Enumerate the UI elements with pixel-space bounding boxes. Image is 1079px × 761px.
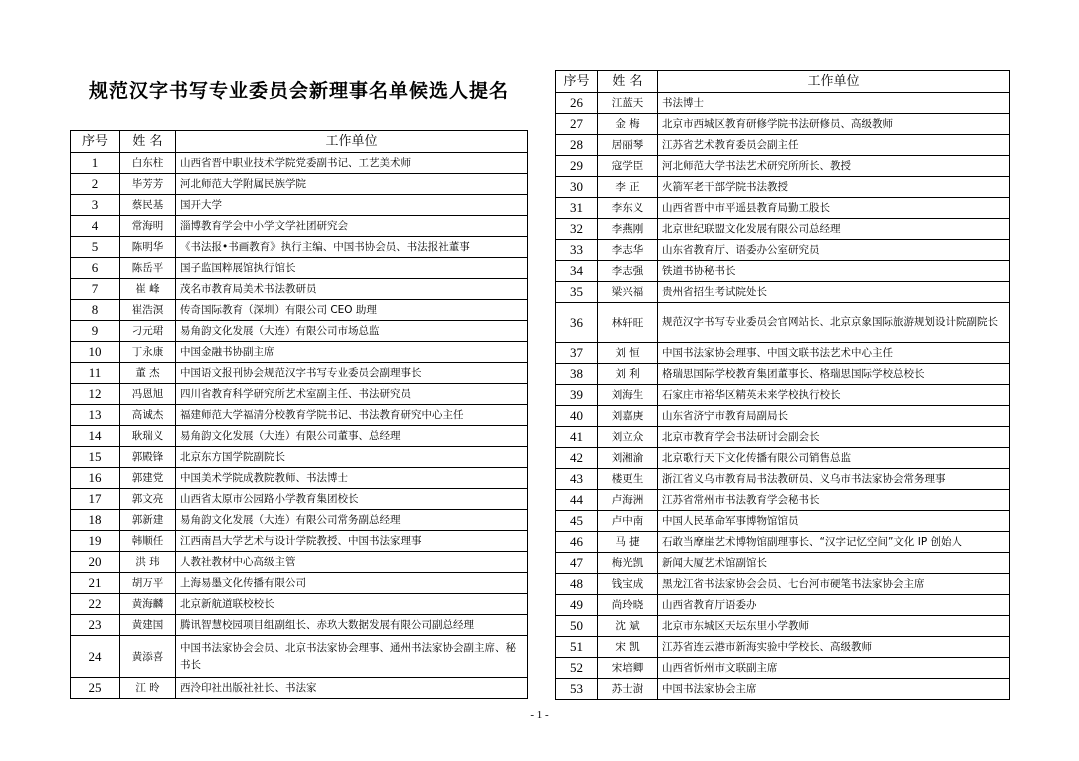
- row-org: 江苏省连云港市新海实验中学校长、高级教师: [658, 637, 1010, 658]
- row-seq: 36: [556, 303, 598, 343]
- row-seq: 20: [71, 552, 120, 573]
- row-name: 崔浩溟: [120, 300, 176, 321]
- row-name: 宋培卿: [598, 658, 658, 679]
- row-name: 刘湘渝: [598, 448, 658, 469]
- row-org: 贵州省招生考试院处长: [658, 282, 1010, 303]
- row-org: 黑龙江省书法家协会会员、七台河市硬笔书法家协会主席: [658, 574, 1010, 595]
- table-row: [556, 219, 1010, 240]
- row-name: 刘 恒: [598, 343, 658, 364]
- row-name: 陈明华: [120, 237, 176, 258]
- row-name: 刘海生: [598, 385, 658, 406]
- row-org: 山西省晋中市平遥县教育局勤工股长: [658, 198, 1010, 219]
- table-row: [71, 447, 528, 468]
- table-row: [71, 615, 528, 636]
- row-seq: 19: [71, 531, 120, 552]
- row-org: 福建师范大学福清分校教育学院书记、书法教育研究中心主任: [176, 405, 528, 426]
- row-org: 易角韵文化发展（大连）有限公司市场总监: [176, 321, 528, 342]
- row-org: 腾讯智慧校园项目组副组长、赤玖大数据发展有限公司副总经理: [176, 615, 528, 636]
- row-org: 中国书法家协会主席: [658, 679, 1010, 700]
- table-row: [71, 384, 528, 405]
- row-seq: 9: [71, 321, 120, 342]
- row-seq: 53: [556, 679, 598, 700]
- table-row: [71, 426, 528, 447]
- row-name: 毕芳芳: [120, 174, 176, 195]
- row-seq: 35: [556, 282, 598, 303]
- row-org: 《书法报•书画教育》执行主编、中国书协会员、书法报社董事: [176, 237, 528, 258]
- table-row: [556, 406, 1010, 427]
- row-name: 梅光凯: [598, 553, 658, 574]
- row-name: 刘嘉庚: [598, 406, 658, 427]
- row-name: 苏士澍: [598, 679, 658, 700]
- row-seq: 21: [71, 573, 120, 594]
- row-org: 四川省教育科学研究所艺术室副主任、书法研究员: [176, 384, 528, 405]
- table-row: [71, 678, 528, 699]
- row-org: 中国语文报刊协会规范汉字书写专业委员会副理事长: [176, 363, 528, 384]
- row-name: 陈岳平: [120, 258, 176, 279]
- row-name: 卢中南: [598, 511, 658, 532]
- row-org: 江苏省艺术教育委员会副主任: [658, 135, 1010, 156]
- header-seq: 序号: [71, 131, 120, 153]
- row-seq: 51: [556, 637, 598, 658]
- row-seq: 28: [556, 135, 598, 156]
- row-seq: 15: [71, 447, 120, 468]
- row-org: 北京世纪联盟文化发展有限公司总经理: [658, 219, 1010, 240]
- row-name: 刁元珺: [120, 321, 176, 342]
- table-row: [556, 511, 1010, 532]
- row-name: 郭建党: [120, 468, 176, 489]
- row-seq: 50: [556, 616, 598, 637]
- table-row: [556, 282, 1010, 303]
- table-row: [71, 531, 528, 552]
- row-org: 淄博教育学会中小学文学社团研究会: [176, 216, 528, 237]
- table-row: [556, 448, 1010, 469]
- row-name: 江蓝天: [598, 93, 658, 114]
- row-seq: 22: [71, 594, 120, 615]
- row-seq: 5: [71, 237, 120, 258]
- header-org: 工作单位: [176, 131, 528, 153]
- row-org: 易角韵文化发展（大连）有限公司董事、总经理: [176, 426, 528, 447]
- row-seq: 44: [556, 490, 598, 511]
- row-org: 上海易墨文化传播有限公司: [176, 573, 528, 594]
- table-row: [556, 240, 1010, 261]
- row-seq: 38: [556, 364, 598, 385]
- table-row: [556, 343, 1010, 364]
- row-org: 中国美术学院成教院教师、书法博士: [176, 468, 528, 489]
- row-seq: 8: [71, 300, 120, 321]
- row-seq: 29: [556, 156, 598, 177]
- row-org: 规范汉字书写专业委员会官网站长、北京京象国际旅游规划设计院副院长: [658, 303, 1010, 343]
- row-name: 耿瑞义: [120, 426, 176, 447]
- row-org: 火箭军老干部学院书法教授: [658, 177, 1010, 198]
- row-name: 沈 斌: [598, 616, 658, 637]
- row-org: 北京市东城区天坛东里小学教师: [658, 616, 1010, 637]
- row-seq: 27: [556, 114, 598, 135]
- header-name: 姓 名: [120, 131, 176, 153]
- row-org: 中国人民革命军事博物馆馆员: [658, 511, 1010, 532]
- row-org: 书法博士: [658, 93, 1010, 114]
- row-seq: 47: [556, 553, 598, 574]
- row-org: 传奇国际教育（深圳）有限公司 CEO 助理: [176, 300, 528, 321]
- row-name: 胡万平: [120, 573, 176, 594]
- table-row: [556, 574, 1010, 595]
- row-org: 北京东方国学院副院长: [176, 447, 528, 468]
- row-name: 刘立众: [598, 427, 658, 448]
- row-name: 郭殿锋: [120, 447, 176, 468]
- row-seq: 33: [556, 240, 598, 261]
- row-seq: 25: [71, 678, 120, 699]
- row-name: 白东柱: [120, 153, 176, 174]
- row-seq: 41: [556, 427, 598, 448]
- row-name: 刘 利: [598, 364, 658, 385]
- row-name: 马 捷: [598, 532, 658, 553]
- row-name: 蔡民基: [120, 195, 176, 216]
- row-name: 黄添喜: [120, 636, 176, 678]
- document-title: 规范汉字书写专业委员会新理事名单候选人提名: [88, 80, 509, 102]
- row-seq: 23: [71, 615, 120, 636]
- row-seq: 34: [556, 261, 598, 282]
- row-org: 石家庄市裕华区精英未来学校执行校长: [658, 385, 1010, 406]
- row-org: 北京新航道联校校长: [176, 594, 528, 615]
- table-row: [556, 364, 1010, 385]
- row-org: 河北师范大学附属民族学院: [176, 174, 528, 195]
- row-seq: 24: [71, 636, 120, 678]
- table-row: [71, 363, 528, 384]
- header-name: 姓 名: [598, 71, 658, 93]
- row-name: 楼更生: [598, 469, 658, 490]
- row-name: 李志强: [598, 261, 658, 282]
- table-row: [71, 510, 528, 531]
- row-seq: 4: [71, 216, 120, 237]
- header-seq: 序号: [556, 71, 598, 93]
- row-seq: 52: [556, 658, 598, 679]
- row-seq: 12: [71, 384, 120, 405]
- row-org: 国子监国粹展馆执行馆长: [176, 258, 528, 279]
- row-seq: 49: [556, 595, 598, 616]
- row-org: 北京市教育学会书法研讨会副会长: [658, 427, 1010, 448]
- row-org: 铁道书协秘书长: [658, 261, 1010, 282]
- row-seq: 6: [71, 258, 120, 279]
- row-seq: 10: [71, 342, 120, 363]
- candidate-table-left: [70, 130, 528, 699]
- row-name: 林轩旺: [598, 303, 658, 343]
- row-seq: 2: [71, 174, 120, 195]
- table-row: [71, 594, 528, 615]
- table-row: [556, 595, 1010, 616]
- row-seq: 13: [71, 405, 120, 426]
- row-seq: 37: [556, 343, 598, 364]
- row-org: 茂名市教育局美术书法教研员: [176, 279, 528, 300]
- row-name: 梁兴福: [598, 282, 658, 303]
- table-row: [71, 405, 528, 426]
- row-org: 石敢当摩崖艺术博物馆副理事长、“汉字记忆空间”文化 IP 创始人: [658, 532, 1010, 553]
- row-name: 崔 峰: [120, 279, 176, 300]
- row-seq: 32: [556, 219, 598, 240]
- table-row: [71, 321, 528, 342]
- table-row: [556, 553, 1010, 574]
- table-row: [556, 93, 1010, 114]
- row-org: 西泠印社出版社社长、书法家: [176, 678, 528, 699]
- table-header-row: [556, 71, 1010, 93]
- table-row: [71, 342, 528, 363]
- table-row: [71, 216, 528, 237]
- row-org: 格瑞思国际学校教育集团董事长、格瑞思国际学校总校长: [658, 364, 1010, 385]
- row-seq: 26: [556, 93, 598, 114]
- row-org: 北京歌行天下文化传播有限公司销售总监: [658, 448, 1010, 469]
- row-seq: 40: [556, 406, 598, 427]
- row-seq: 11: [71, 363, 120, 384]
- row-org: 江西南昌大学艺术与设计学院教授、中国书法家理事: [176, 531, 528, 552]
- table-row: [71, 573, 528, 594]
- row-org: 山东省教育厅、语委办公室研究员: [658, 240, 1010, 261]
- table-row: [556, 156, 1010, 177]
- table-row: [556, 261, 1010, 282]
- table-row: [71, 258, 528, 279]
- row-name: 李东义: [598, 198, 658, 219]
- row-seq: 3: [71, 195, 120, 216]
- row-name: 尚玲晓: [598, 595, 658, 616]
- table-row: [71, 195, 528, 216]
- row-name: 黄海麟: [120, 594, 176, 615]
- row-name: 韩顺任: [120, 531, 176, 552]
- row-org: 国开大学: [176, 195, 528, 216]
- row-name: 李 正: [598, 177, 658, 198]
- row-seq: 7: [71, 279, 120, 300]
- table-row: [556, 114, 1010, 135]
- table-row: [556, 679, 1010, 700]
- row-name: 江 昤: [120, 678, 176, 699]
- table-row: [71, 300, 528, 321]
- table-row: [556, 198, 1010, 219]
- row-org: 浙江省义乌市教育局书法教研员、义乌市书法家协会常务理事: [658, 469, 1010, 490]
- table-header-row: [71, 131, 528, 153]
- row-name: 卢海洲: [598, 490, 658, 511]
- row-seq: 45: [556, 511, 598, 532]
- table-row: [71, 468, 528, 489]
- row-name: 丁永康: [120, 342, 176, 363]
- row-org: 北京市西城区教育研修学院书法研修员、高级教师: [658, 114, 1010, 135]
- table-row: [556, 532, 1010, 553]
- row-seq: 18: [71, 510, 120, 531]
- row-org: 江苏省常州市书法教育学会秘书长: [658, 490, 1010, 511]
- row-name: 宋 凯: [598, 637, 658, 658]
- row-name: 郭文亮: [120, 489, 176, 510]
- row-seq: 46: [556, 532, 598, 553]
- row-org: 中国金融书协副主席: [176, 342, 528, 363]
- row-name: 李志华: [598, 240, 658, 261]
- row-seq: 1: [71, 153, 120, 174]
- table-row: [556, 303, 1010, 343]
- table-row: [556, 427, 1010, 448]
- table-row: [556, 385, 1010, 406]
- row-seq: 31: [556, 198, 598, 219]
- table-body-left: [71, 153, 528, 699]
- table-row: [71, 174, 528, 195]
- row-org: 山西省晋中职业技术学院党委副书记、工艺美术师: [176, 153, 528, 174]
- row-name: 冯恩旭: [120, 384, 176, 405]
- row-org: 中国书法家协会理事、中国文联书法艺术中心主任: [658, 343, 1010, 364]
- table-row: [556, 637, 1010, 658]
- table-row: [71, 153, 528, 174]
- row-seq: 30: [556, 177, 598, 198]
- row-seq: 39: [556, 385, 598, 406]
- table-row: [556, 177, 1010, 198]
- row-seq: 17: [71, 489, 120, 510]
- row-seq: 48: [556, 574, 598, 595]
- row-name: 金 梅: [598, 114, 658, 135]
- row-seq: 14: [71, 426, 120, 447]
- row-org: 中国书法家协会会员、北京书法家协会理事、通州书法家协会副主席、秘书长: [176, 636, 528, 678]
- row-org: 山西省忻州市文联副主席: [658, 658, 1010, 679]
- row-seq: 43: [556, 469, 598, 490]
- row-org: 山西省太原市公园路小学教育集团校长: [176, 489, 528, 510]
- row-name: 郭新建: [120, 510, 176, 531]
- row-name: 高诚杰: [120, 405, 176, 426]
- row-name: 黄建国: [120, 615, 176, 636]
- table-row: [71, 489, 528, 510]
- header-org: 工作单位: [658, 71, 1010, 93]
- table-row: [556, 616, 1010, 637]
- table-body-right: [556, 93, 1010, 700]
- row-seq: 16: [71, 468, 120, 489]
- table-row: [71, 237, 528, 258]
- table-row: [71, 279, 528, 300]
- page-number: - 1 -: [530, 709, 549, 721]
- row-name: 常海明: [120, 216, 176, 237]
- table-row: [71, 636, 528, 678]
- row-name: 洪 玮: [120, 552, 176, 573]
- row-org: 河北师范大学书法艺术研究所所长、教授: [658, 156, 1010, 177]
- row-org: 山东省济宁市教育局副局长: [658, 406, 1010, 427]
- row-name: 董 杰: [120, 363, 176, 384]
- row-seq: 42: [556, 448, 598, 469]
- table-row: [556, 135, 1010, 156]
- table-row: [71, 552, 528, 573]
- row-name: 钱宝成: [598, 574, 658, 595]
- candidate-table-right: [555, 70, 1010, 700]
- row-name: 寇学臣: [598, 156, 658, 177]
- row-org: 新闻大厦艺术馆副馆长: [658, 553, 1010, 574]
- table-row: [556, 658, 1010, 679]
- table-row: [556, 469, 1010, 490]
- row-org: 人教社教材中心高级主管: [176, 552, 528, 573]
- row-org: 山西省教育厅语委办: [658, 595, 1010, 616]
- row-name: 居丽琴: [598, 135, 658, 156]
- row-name: 李燕刚: [598, 219, 658, 240]
- table-row: [556, 490, 1010, 511]
- row-org: 易角韵文化发展（大连）有限公司常务副总经理: [176, 510, 528, 531]
